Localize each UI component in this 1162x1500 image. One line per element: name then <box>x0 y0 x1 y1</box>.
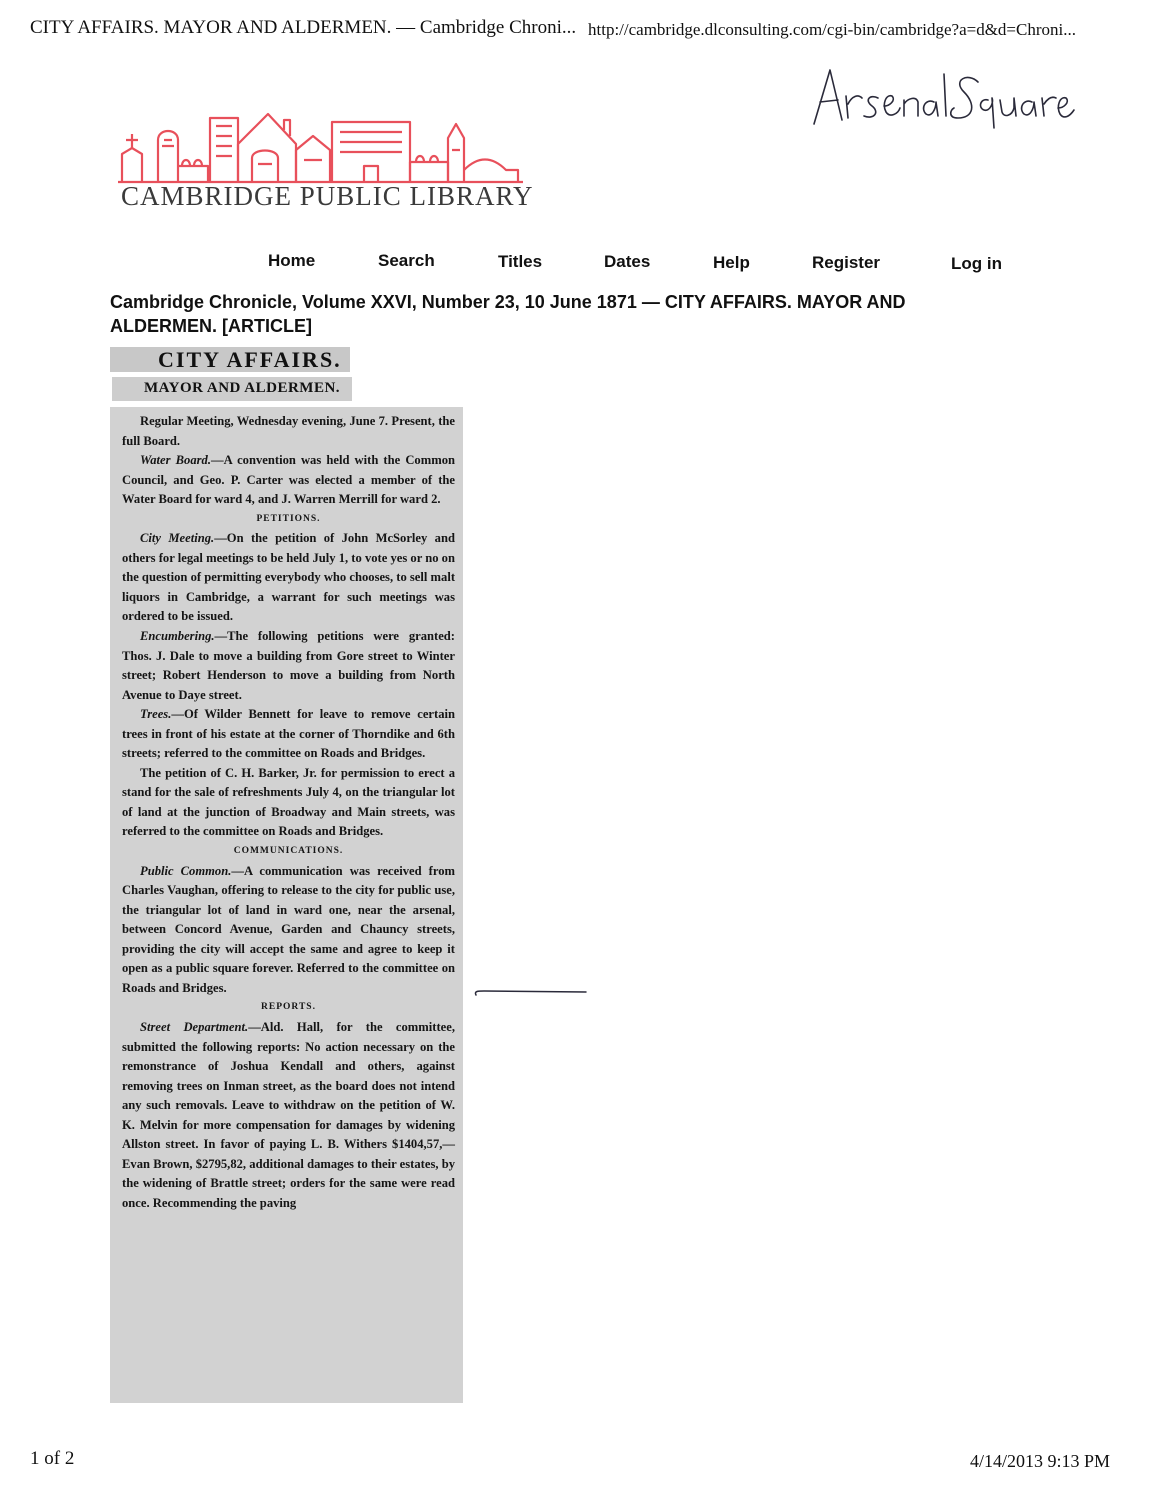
nav-register-link[interactable]: Register <box>812 253 881 272</box>
nav-home-link[interactable]: Home <box>268 251 316 270</box>
print-header <box>0 0 1162 60</box>
article-clipping-image <box>108 345 463 1403</box>
library-name: CAMBRIDGE PUBLIC LIBRARY <box>121 181 534 211</box>
print-page-number: 1 of 2 <box>30 1448 75 1469</box>
nav-search-link[interactable]: Search <box>378 251 435 270</box>
main-nav <box>0 246 1162 280</box>
nav-login-link[interactable]: Log in <box>951 254 1002 273</box>
print-timestamp: 4/14/2013 9:13 PM <box>970 1451 1111 1471</box>
paragraph-lead: Street Department. <box>140 1019 249 1034</box>
clipping-paragraph: Street Department.—Ald. Hall, for the committee, submitted the following reports: No action necessary on the remonstrance of Joshua Kendall and others, against removing trees on Inman street, as the board does not intend any such removals. Leave to withdraw on the petition of W. K. Melvin for more compensation for damages by widening Allston street. In favor of paying L. B. Withers $1404,57,—Evan Brown, $2795,82, additional damages to their estates, by the widening of Brattle street; orders for the same were read once. Recommending the paving <box>122 1019 455 1210</box>
library-logo[interactable] <box>118 110 534 215</box>
section-heading: COMMUNICATIONS. <box>233 846 344 857</box>
nav-help-link[interactable]: Help <box>713 253 750 272</box>
clipping-paragraph: Regular Meeting, Wednesday evening, June 7. Present, the full Board. <box>122 414 455 448</box>
pen-mark <box>470 985 590 1001</box>
clipping-paragraph: Water Board.—A convention was held with the Common Council, and Geo. P. Carter was elected a member of the Water Board for ward 4, and J. Warren Merrill for ward 2. <box>122 453 455 507</box>
section-heading: REPORTS. <box>261 1002 316 1013</box>
clipping-body <box>110 407 463 1403</box>
paragraph-lead: Water Board. <box>140 453 211 468</box>
clipping-paragraph: Trees.—Of Wilder Bennett for leave to remove certain trees in front of his estate at the corner of Thorndike and 6th streets; referred to the committee on Roads and Bridges. <box>122 707 455 761</box>
clipping-headline-strip <box>110 347 350 372</box>
paragraph-lead: Trees. <box>140 707 172 722</box>
skyline-logo-icon <box>118 110 523 185</box>
clipping-subheadline-strip <box>112 377 352 401</box>
clipping-headline: CITY AFFAIRS. <box>158 347 342 372</box>
clipping-paragraph: Public Common.—A communication was received from Charles Vaughan, offering to release to the city for public use, the triangular lot of land in ward one, near the arsenal, between Concord Avenue, Garden and Chauncy streets, providing the city will accept the same and agree to keep it open as a public square forever. Referred to the committee on Roads and Bridges. <box>122 863 455 995</box>
section-heading: PETITIONS. <box>256 513 321 524</box>
paragraph-lead: City Meeting. <box>140 531 215 546</box>
print-page-url: http://cambridge.dlconsulting.com/cgi-bin/cambridge?a=d&d=Chroni... <box>588 20 1076 39</box>
clipping-paragraph: The petition of C. H. Barker, Jr. for permission to erect a stand for the sale of refreshments July 4, on the triangular lot of land at the junction of Broadway and Main streets, was referred to the committee on Roads and Bridges. <box>122 765 455 839</box>
clipping-paragraph: City Meeting.—On the petition of John McSorley and others for legal meetings to be held July 1, to vote yes or no on the question of permitting everybody who chooses, to sell malt liquors in Cambridge, a warrant for such meetings was ordered to be issued. <box>122 531 456 624</box>
page-title: Cambridge Chronicle, Volume XXVI, Number 23, 10 June 1871 — CITY AFFAIRS. MAYOR AND ALDERMEN. [ARTICLE] <box>110 292 906 336</box>
paragraph-lead: Encumbering. <box>140 629 215 644</box>
print-page-title: CITY AFFAIRS. MAYOR AND ALDERMEN. — Cambridge Chroni... <box>30 17 577 38</box>
handwritten-note <box>808 62 1078 132</box>
nav-dates-link[interactable]: Dates <box>604 252 651 271</box>
clipping-text <box>122 412 455 1213</box>
clipping-paragraph: Encumbering.—The following petitions were granted: Thos. J. Dale to move a building from Gore street to Winter street; Robert Henderson to move a building from North Avenue to Daye street. <box>122 629 455 702</box>
clipping-subheadline: MAYOR AND ALDERMEN. <box>144 380 341 396</box>
paragraph-lead: Public Common. <box>140 863 232 878</box>
nav-titles-link[interactable]: Titles <box>498 252 543 271</box>
